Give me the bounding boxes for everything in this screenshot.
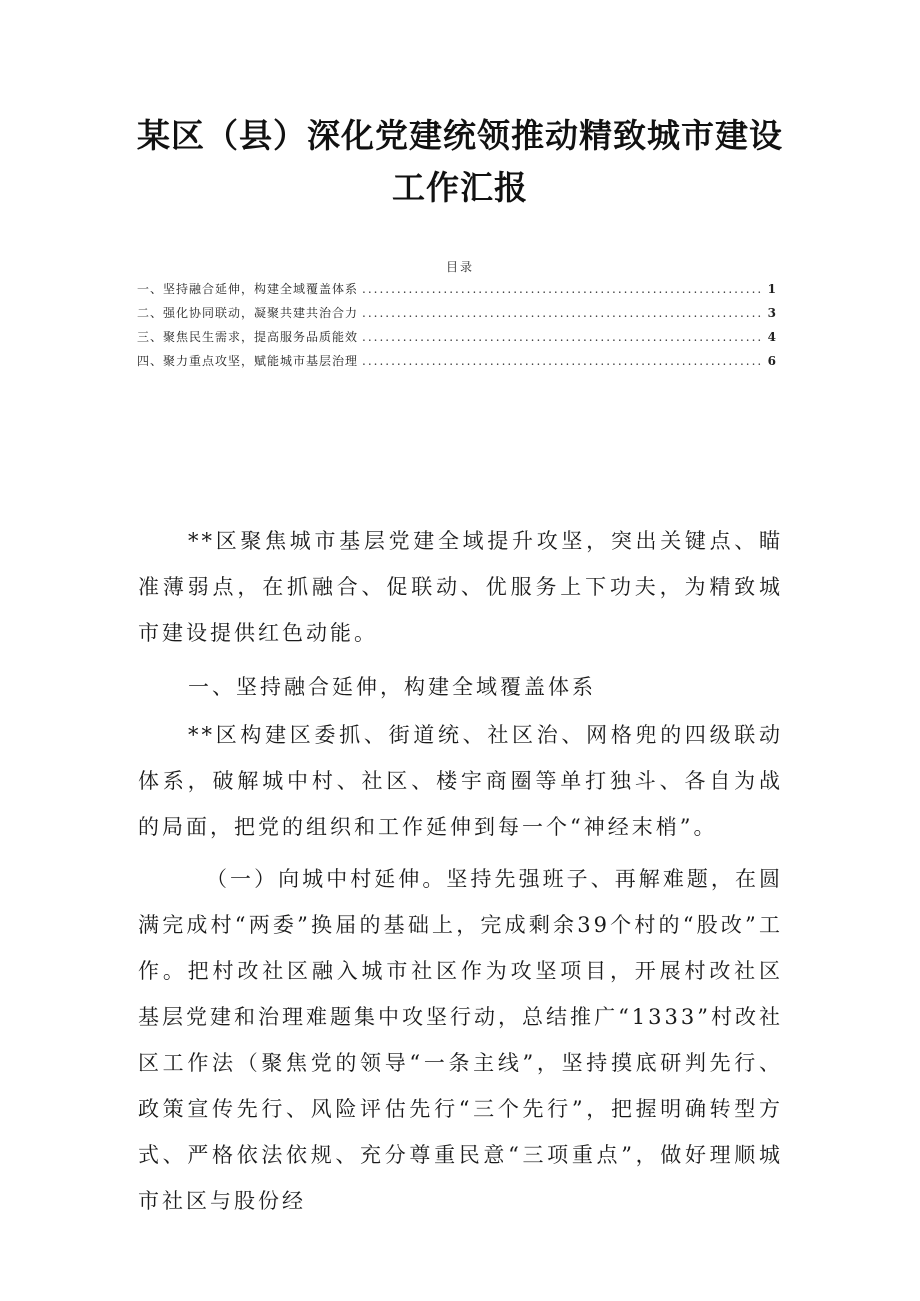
toc-entry-page: 3 — [767, 306, 777, 320]
document-title-line2: 工作汇报 — [392, 168, 528, 207]
intro-paragraph: **区聚焦城市基层党建全域提升攻坚，突出关键点、瞄准薄弱点，在抓融合、促联动、优服务上下功夫，为精致城市建设提供红色动能。 — [138, 529, 783, 645]
toc-leader-dots — [362, 282, 764, 296]
subsection1-paragraph: （一）向城中村延伸。坚持先强班子、再解难题，在圆满完成村“两委”换届的基础上，完成剩余39个村的“股改”工作。把村改社区融入城市社区作为攻坚项目，开展村改社区基层党建和治理难题集中攻坚行动，总结推广“1333”村改社区工作法（聚焦党的领导“一条主线”，坚持摸底研判先行、政策宣传先行、风险评估先行“三个先行”，把握明确转型方式、严格依法依规、充分尊重民意“三项重点”，做好理顺城市社区与股份经 — [138, 867, 783, 1213]
toc-entry-page: 6 — [767, 354, 777, 368]
toc-leader-dots — [362, 306, 764, 320]
toc-entry-label: 三、聚焦民生需求，提高服务品质能效 — [137, 330, 359, 344]
toc-leader-dots — [362, 354, 764, 368]
document-title-line1: 某区（县）深化党建统领推动精致城市建设 — [137, 116, 783, 155]
toc-entry-page: 4 — [767, 330, 777, 344]
toc-entry-label: 二、强化协同联动，凝聚共建共治合力 — [137, 306, 359, 320]
toc-entry-page: 1 — [767, 282, 777, 296]
toc-entry-4[interactable] — [137, 352, 777, 376]
toc-entry-1[interactable] — [137, 280, 777, 304]
toc-entry-label: 一、坚持融合延伸，构建全域覆盖体系 — [137, 282, 359, 296]
toc-heading: 目录 — [445, 260, 474, 274]
toc-entry-2[interactable] — [137, 304, 777, 328]
toc-entry-3[interactable] — [137, 328, 777, 352]
section1-paragraph: **区构建区委抓、街道统、社区治、网格兜的四级联动体系，破解城中村、社区、楼宇商圈等单打独斗、各自为战的局面，把党的组织和工作延伸到每一个“神经末梢”。 — [138, 723, 783, 839]
toc-entry-label: 四、聚力重点攻坚，赋能城市基层治理 — [137, 354, 359, 368]
toc-leader-dots — [362, 330, 764, 344]
table-of-contents — [137, 280, 777, 376]
section1-heading: 一、坚持融合延伸，构建全域覆盖体系 — [188, 675, 596, 699]
